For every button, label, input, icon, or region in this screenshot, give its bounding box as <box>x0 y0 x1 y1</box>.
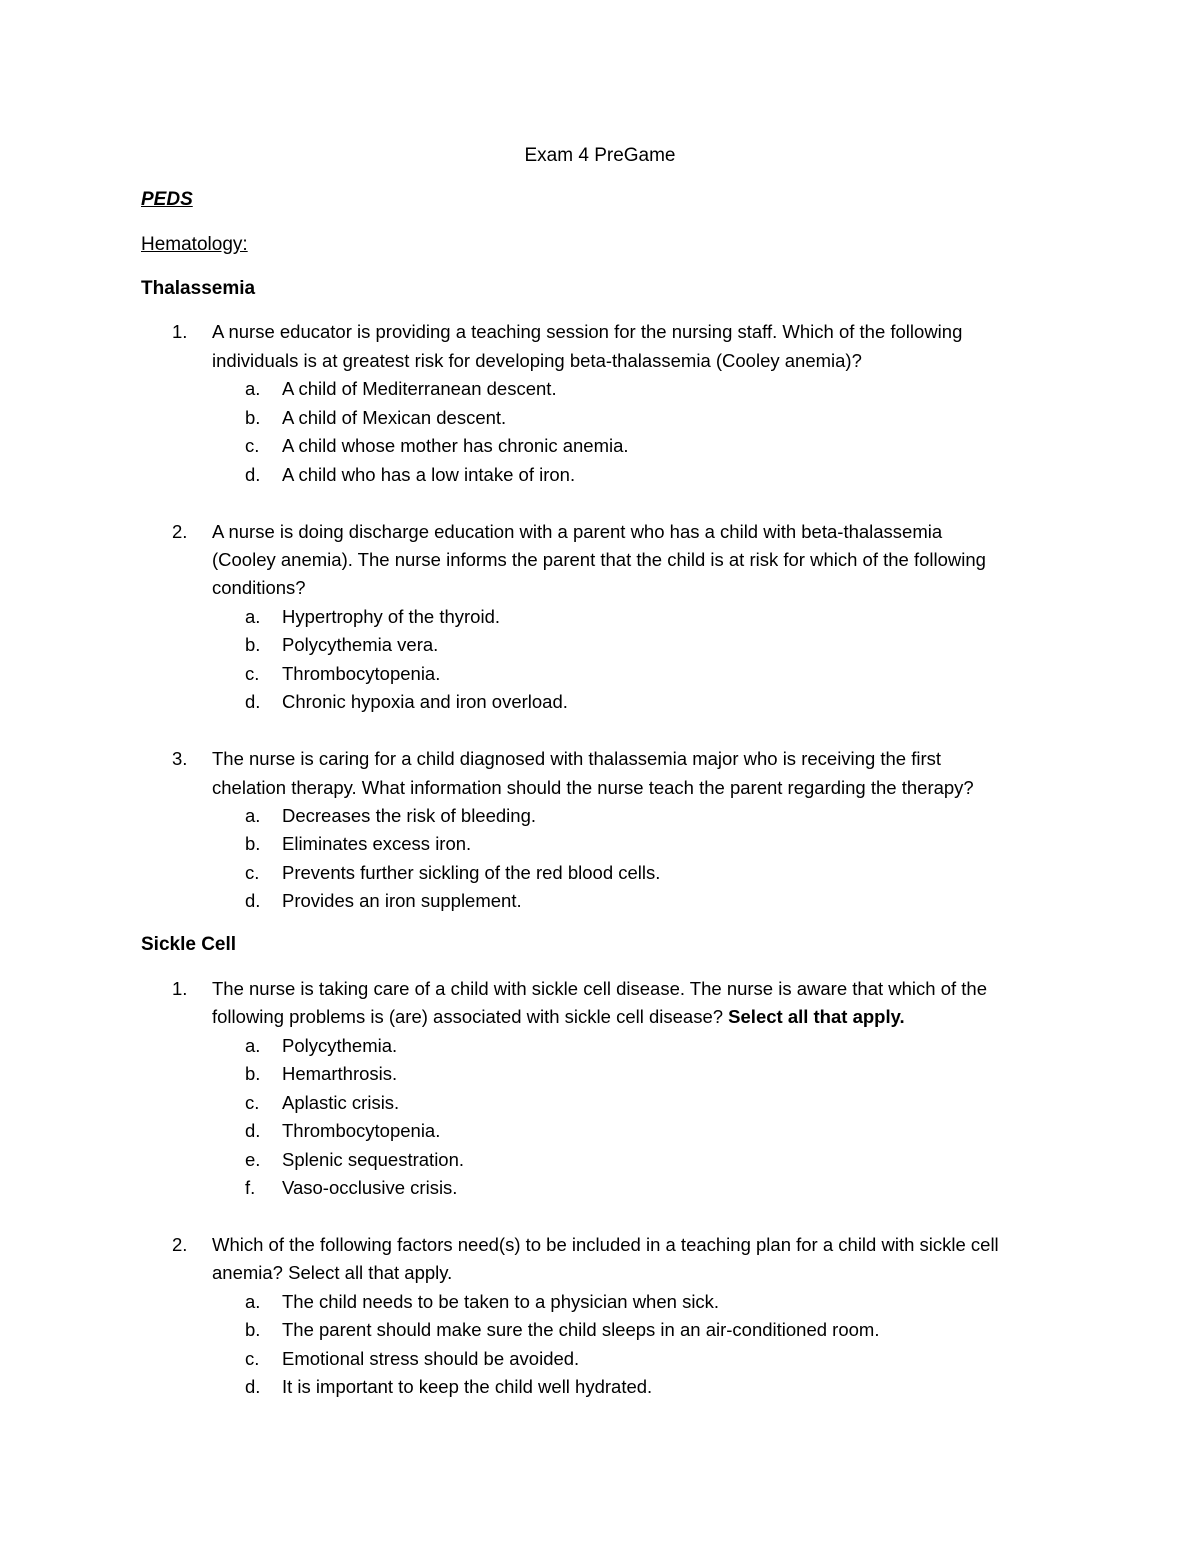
option-text: It is important to keep the child well hydrated. <box>282 1376 653 1397</box>
question-number: 2. <box>172 521 188 542</box>
option-letter: b. <box>245 1063 261 1084</box>
question-text: chelation therapy. What information should the nurse teach the parent regarding the therapy? <box>212 777 974 798</box>
topic-heading: Hematology: <box>141 234 248 255</box>
option-text: Thrombocytopenia. <box>282 1120 441 1141</box>
option-letter: a. <box>245 1035 261 1056</box>
question-number: 2. <box>172 1234 188 1255</box>
question-text: anemia? Select all that apply. <box>212 1262 453 1283</box>
option-text: Decreases the risk of bleeding. <box>282 805 536 826</box>
question-number: 3. <box>172 748 188 769</box>
document-title: Exam 4 PreGame <box>524 145 676 166</box>
option-text: Aplastic crisis. <box>282 1092 400 1113</box>
section-title-thalassemia: Thalassemia <box>141 278 256 299</box>
question-text: The nurse is taking care of a child with sickle cell disease. The nurse is aware that which of the <box>212 978 987 999</box>
option-text: Prevents further sickling of the red blood cells. <box>282 862 661 883</box>
option-letter: c. <box>245 1348 260 1369</box>
question-text: A nurse is doing discharge education with a parent who has a child with beta-thalassemia <box>212 521 943 542</box>
option-letter: d. <box>245 464 261 485</box>
option-letter: c. <box>245 435 260 456</box>
option-letter: d. <box>245 1376 261 1397</box>
question-text: A nurse educator is providing a teaching session for the nursing staff. Which of the following <box>212 321 963 342</box>
question-text: (Cooley anemia). The nurse informs the parent that the child is at risk for which of the following <box>212 549 986 570</box>
option-letter: c. <box>245 1092 260 1113</box>
section-title-sickle-cell: Sickle Cell <box>141 934 237 955</box>
option-letter: a. <box>245 606 261 627</box>
option-text: Provides an iron supplement. <box>282 890 522 911</box>
option-letter: d. <box>245 691 261 712</box>
course-heading: PEDS <box>141 189 193 210</box>
option-text: A child of Mediterranean descent. <box>282 378 557 399</box>
option-letter: e. <box>245 1149 261 1170</box>
option-letter: f. <box>245 1177 256 1198</box>
option-letter: a. <box>245 1291 261 1312</box>
question-number: 1. <box>172 978 188 999</box>
question-text-with-emphasis <box>212 1005 905 1029</box>
question-text: Which of the following factors need(s) to be included in a teaching plan for a child with sickle cell <box>212 1234 999 1255</box>
option-text: Hypertrophy of the thyroid. <box>282 606 500 627</box>
option-letter: b. <box>245 634 261 655</box>
option-letter: d. <box>245 890 261 911</box>
option-letter: d. <box>245 1120 261 1141</box>
option-text: Vaso-occlusive crisis. <box>282 1177 458 1198</box>
option-text: A child of Mexican descent. <box>282 407 507 428</box>
question-text: conditions? <box>212 577 306 598</box>
question-number: 1. <box>172 321 188 342</box>
option-text: Chronic hypoxia and iron overload. <box>282 691 568 712</box>
option-text: Emotional stress should be avoided. <box>282 1348 580 1369</box>
option-text: The child needs to be taken to a physician when sick. <box>282 1291 720 1312</box>
question-text: following problems is (are) associated with sickle cell disease? <box>212 1006 729 1027</box>
option-letter: b. <box>245 1319 261 1340</box>
option-letter: c. <box>245 663 260 684</box>
option-text: A child whose mother has chronic anemia. <box>282 435 629 456</box>
option-text: Polycythemia. <box>282 1035 398 1056</box>
question-text: The nurse is caring for a child diagnosed with thalassemia major who is receiving the first <box>212 748 942 769</box>
option-text: Polycythemia vera. <box>282 634 439 655</box>
option-letter: b. <box>245 407 261 428</box>
select-all-emphasis: Select all that apply. <box>728 1006 905 1027</box>
option-letter: b. <box>245 833 261 854</box>
option-text: A child who has a low intake of iron. <box>282 464 576 485</box>
question-text: individuals is at greatest risk for developing beta-thalassemia (Cooley anemia)? <box>212 350 862 371</box>
option-letter: a. <box>245 378 261 399</box>
option-text: The parent should make sure the child sleeps in an air-conditioned room. <box>282 1319 880 1340</box>
option-text: Hemarthrosis. <box>282 1063 398 1084</box>
option-letter: c. <box>245 862 260 883</box>
option-text: Splenic sequestration. <box>282 1149 465 1170</box>
option-text: Eliminates excess iron. <box>282 833 472 854</box>
option-text: Thrombocytopenia. <box>282 663 441 684</box>
option-letter: a. <box>245 805 261 826</box>
